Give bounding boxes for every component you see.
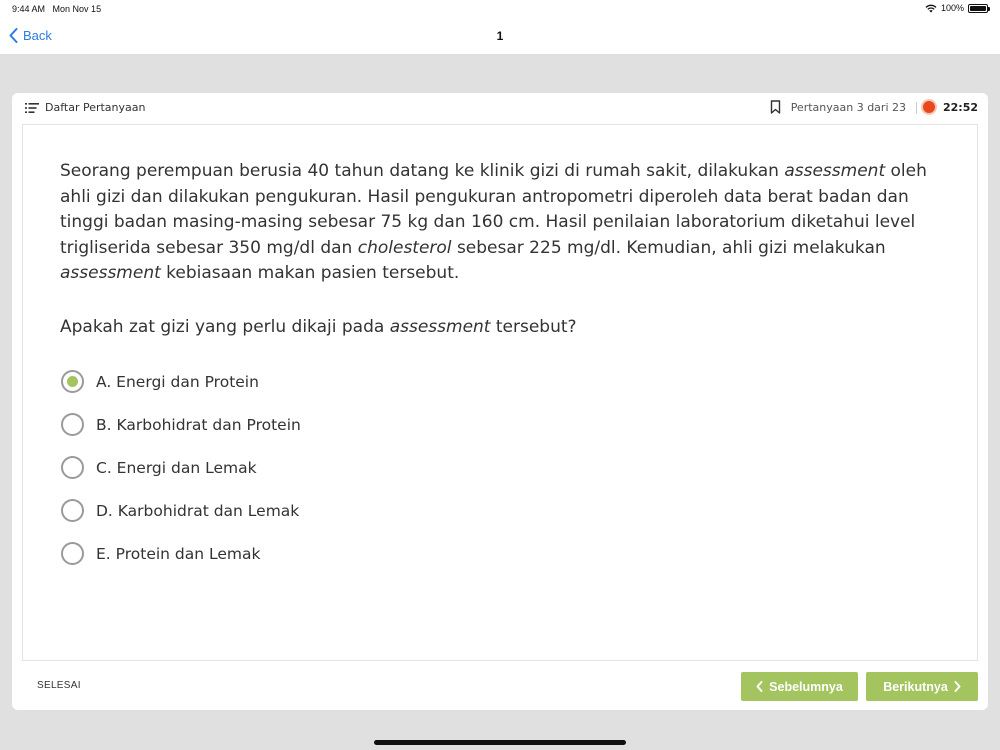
chevron-left-icon [756, 681, 763, 692]
bookmark-icon[interactable] [770, 100, 781, 114]
option-label: B. Karbohidrat dan Protein [96, 415, 301, 434]
question-list-button[interactable] [25, 101, 145, 114]
list-icon [25, 103, 39, 113]
chevron-right-icon [954, 681, 961, 692]
option-label: C. Energi dan Lemak [96, 458, 257, 477]
home-indicator[interactable] [374, 740, 626, 745]
next-button[interactable] [866, 672, 978, 701]
radio-icon[interactable] [61, 499, 84, 522]
option-d[interactable] [61, 499, 299, 522]
battery-icon [968, 4, 988, 13]
option-e[interactable] [61, 542, 260, 565]
next-label: Berikutnya [883, 679, 948, 694]
radio-selected-icon[interactable] [61, 370, 84, 393]
option-label: E. Protein dan Lemak [96, 544, 261, 563]
question-prompt: Apakah zat gizi yang perlu dikaji pada assessment tersebut? [60, 317, 577, 337]
back-button[interactable] [9, 28, 52, 43]
nav-title: 1 [496, 29, 504, 43]
question-counter-label: Pertanyaan 3 dari 23 [790, 100, 906, 114]
question-card [12, 93, 988, 710]
option-a[interactable] [61, 370, 259, 393]
timer-value: 22:52 [942, 100, 978, 114]
previous-button[interactable] [741, 672, 858, 701]
card-header [12, 93, 988, 123]
status-bar-right [925, 3, 988, 13]
option-label: D. Karbohidrat dan Lemak [96, 501, 300, 520]
wifi-icon [925, 4, 937, 13]
timer [921, 99, 978, 115]
question-content [22, 124, 978, 661]
status-date: Mon Nov 15 [52, 4, 102, 14]
back-label: Back [23, 28, 52, 43]
question-counter [770, 100, 906, 114]
battery-percent: 100% [940, 3, 964, 13]
card-footer [12, 665, 988, 710]
option-label: A. Energi dan Protein [96, 372, 259, 391]
option-b[interactable] [61, 413, 301, 436]
radio-icon[interactable] [61, 456, 84, 479]
question-list-label: Daftar Pertanyaan [45, 101, 146, 114]
status-time: 9:44 AM [12, 4, 46, 14]
chevron-left-icon [9, 28, 18, 43]
top-bar [0, 0, 1000, 54]
radio-icon[interactable] [61, 413, 84, 436]
finish-button[interactable]: SELESAI [37, 680, 81, 691]
radio-icon[interactable] [61, 542, 84, 565]
option-c[interactable] [61, 456, 257, 479]
previous-label: Sebelumnya [769, 679, 843, 694]
status-bar-time [12, 4, 101, 14]
header-divider [916, 102, 917, 114]
question-text: Seorang perempuan berusia 40 tahun datang ke klinik gizi di rumah sakit, dilakukan assessment oleh ahli gizi dan dilakukan pengukuran. Hasil pengukuran antropometri diperoleh data berat badan dan tinggi badan masing-masing sebesar 75 kg dan 160 cm. Hasil penilaian laboratorium diketahui level trigliserida sebesar 350 mg/dl dan cholesterol sebesar 225 mg/dl. Kemudian, ahli gizi melakukan assessment kebiasaan makan pasien tersebut. [60, 161, 927, 283]
timer-record-icon [921, 99, 937, 115]
